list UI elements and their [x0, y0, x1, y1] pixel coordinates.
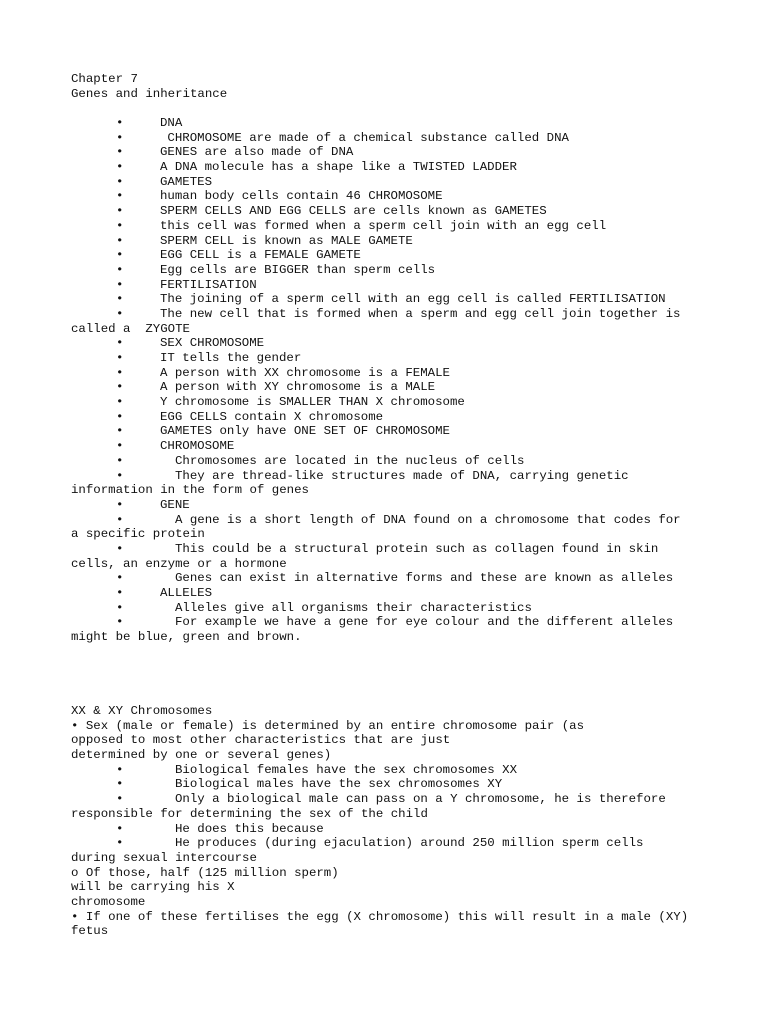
sub-bullet-item [71, 469, 711, 484]
text-line: XX & XY Chromosomes [71, 704, 213, 718]
bullet-text: GENES are also made of DNA [160, 145, 354, 160]
bullet-item [71, 219, 711, 234]
bullet-marker: • [116, 130, 124, 145]
bullet-text: CHROMOSOME [160, 439, 235, 454]
bullet-marker: • [116, 351, 124, 365]
bullet-item [71, 366, 711, 381]
wrapped-line: called a ZYGOTE [71, 321, 190, 336]
bullet-text: GAMETES [160, 174, 213, 189]
bullet-text: SEX CHROMOSOME [160, 336, 265, 351]
wrapped-line: cells, an enzyme or a hormone [71, 556, 287, 571]
wrapped-line: during sexual intercourse [71, 850, 257, 865]
bullet-marker: • [116, 615, 124, 630]
bullet-text: Genes can exist in alternative forms and these are known as alleles [175, 571, 674, 586]
bullet-marker: • [116, 792, 124, 807]
bullet-marker: • [116, 497, 124, 512]
bullet-text: CHROMOSOME are made of a chemical substance called DNA [160, 130, 569, 145]
text-line: • Sex (male or female) is determined by an entire chromosome pair (as [71, 718, 585, 733]
bullet-marker: • [116, 233, 124, 248]
bullet-text: this cell was formed when a sperm cell join with an egg cell [160, 218, 607, 233]
bullet-item [71, 278, 711, 293]
bullet-text: Alleles give all organisms their characteristics [175, 600, 532, 615]
bullet-item [71, 307, 711, 322]
bullet-marker: • [116, 277, 124, 292]
bullet-text: The new cell that is formed when a sperm and egg cell join together is [160, 306, 681, 321]
bullet-marker: • [116, 174, 124, 189]
text-line: • If one of these fertilises the egg (X chromosome) this will result in a male (XY) [71, 909, 689, 924]
text-line: o Of those, half (125 million sperm) [71, 865, 339, 880]
bullet-marker: • [116, 204, 124, 219]
bullet-text: Only a biological male can pass on a Y chromosome, he is therefore [175, 792, 666, 807]
bullet-text: This could be a structural protein such as collagen found in skin [175, 541, 659, 556]
bullet-marker: • [116, 777, 124, 792]
bullet-text: GAMETES only have ONE SET OF CHROMOSOME [160, 424, 450, 439]
bullet-text: Egg cells are BIGGER than sperm cells [160, 262, 436, 277]
bullet-item [71, 116, 711, 131]
bullet-marker: • [116, 248, 124, 263]
bullet-marker: • [116, 541, 124, 556]
bullet-item [71, 292, 711, 307]
bullet-marker: • [116, 586, 124, 600]
bullet-text: The joining of a sperm cell with an egg cell is called FERTILISATION [160, 292, 666, 307]
bullet-item [71, 424, 711, 439]
bullet-marker: • [116, 218, 124, 233]
text-line: fetus [71, 924, 109, 939]
bullet-marker: • [116, 439, 124, 454]
bullet-text: Biological females have the sex chromosomes XX [175, 762, 518, 777]
bullet-text: FERTILISATION [160, 277, 257, 292]
bullet-text: ALLELES [160, 586, 213, 600]
bullet-item [71, 189, 711, 204]
bullet-text: DNA [160, 116, 183, 130]
bullet-item [71, 263, 711, 278]
sub-bullet-item [71, 601, 711, 616]
wrapped-line: might be blue, green and brown. [71, 630, 302, 645]
sub-bullet-item [71, 822, 711, 837]
bullet-text: A DNA molecule has a shape like a TWISTED LADDER [160, 160, 517, 175]
sex-chromosomes-section [71, 704, 711, 939]
wrapped-line: responsible for determining the sex of the child [71, 806, 428, 821]
bullet-item [71, 175, 711, 190]
bullet-marker: • [116, 468, 124, 483]
bullet-item [71, 248, 711, 263]
bullet-item [71, 204, 711, 219]
text-line: chromosome [71, 894, 146, 909]
bullet-text: IT tells the gender [160, 351, 302, 365]
bullet-marker: • [116, 512, 124, 527]
bullet-marker: • [116, 380, 124, 395]
bullet-item [71, 131, 711, 146]
bullet-item [71, 439, 711, 454]
bullet-item [71, 336, 711, 351]
bullet-text: EGG CELLS contain X chromosome [160, 409, 384, 424]
sub-bullet-item [71, 763, 711, 778]
bullet-text: He does this because [175, 821, 324, 836]
chapter-title: Chapter 7 [71, 72, 138, 86]
genes-notes-list [71, 116, 711, 645]
bullet-marker: • [116, 336, 124, 351]
bullet-text: A person with XX chromosome is a FEMALE [160, 365, 450, 380]
bullet-marker: • [116, 262, 124, 277]
sub-bullet-item [71, 615, 711, 630]
bullet-text: Y chromosome is SMALLER THAN X chromosome [160, 395, 465, 410]
bullet-marker: • [116, 395, 124, 410]
wrapped-line: a specific protein [71, 527, 205, 542]
bullet-text: SPERM CELLS AND EGG CELLS are cells known as GAMETES [160, 204, 547, 219]
bullet-item [71, 498, 711, 513]
sub-bullet-item [71, 792, 711, 807]
bullet-item [71, 410, 711, 425]
bullet-item [71, 160, 711, 175]
bullet-marker: • [116, 292, 124, 307]
bullet-marker: • [116, 409, 124, 424]
bullet-item [71, 586, 711, 601]
bullet-marker: • [116, 189, 124, 204]
bullet-text: GENE [160, 497, 190, 512]
bullet-text: Biological males have the sex chromosomes XY [175, 777, 503, 792]
sub-bullet-item [71, 542, 711, 557]
bullet-text: A gene is a short length of DNA found on a chromosome that codes for [175, 512, 681, 527]
bullet-marker: • [116, 762, 124, 777]
text-line: will be carrying his X [71, 880, 235, 895]
sub-bullet-item [71, 513, 711, 528]
chapter-subtitle: Genes and inheritance [71, 86, 228, 101]
bullet-item [71, 395, 711, 410]
bullet-text: EGG CELL is a FEMALE GAMETE [160, 248, 361, 263]
bullet-marker: • [116, 836, 124, 851]
bullet-text: Chromosomes are located in the nucleus of cells [175, 453, 525, 468]
bullet-marker: • [116, 145, 124, 160]
bullet-marker: • [116, 160, 124, 175]
bullet-item [71, 234, 711, 249]
wrapped-line: information in the form of genes [71, 483, 309, 498]
sub-bullet-item [71, 777, 711, 792]
bullet-item [71, 351, 711, 366]
bullet-text: SPERM CELL is known as MALE GAMETE [160, 233, 413, 248]
bullet-item [71, 380, 711, 395]
bullet-text: He produces (during ejaculation) around 250 million sperm cells [175, 836, 644, 851]
bullet-marker: • [116, 600, 124, 615]
bullet-marker: • [116, 571, 124, 586]
bullet-text: A person with XY chromosome is a MALE [160, 380, 436, 395]
sub-bullet-item [71, 571, 711, 586]
bullet-marker: • [116, 424, 124, 439]
bullet-marker: • [116, 453, 124, 468]
bullet-text: They are thread-like structures made of DNA, carrying genetic [175, 468, 629, 483]
sub-bullet-item [71, 836, 711, 851]
text-line: determined by one or several genes) [71, 748, 332, 763]
chapter-heading [71, 72, 711, 101]
bullet-text: human body cells contain 46 CHROMOSOME [160, 189, 443, 204]
bullet-marker: • [116, 306, 124, 321]
sub-bullet-item [71, 454, 711, 469]
bullet-marker: • [116, 821, 124, 836]
text-line: opposed to most other characteristics that are just [71, 733, 451, 748]
bullet-text: For example we have a gene for eye colour and the different alleles [175, 615, 674, 630]
bullet-item [71, 145, 711, 160]
bullet-marker: • [116, 116, 124, 130]
bullet-marker: • [116, 365, 124, 380]
